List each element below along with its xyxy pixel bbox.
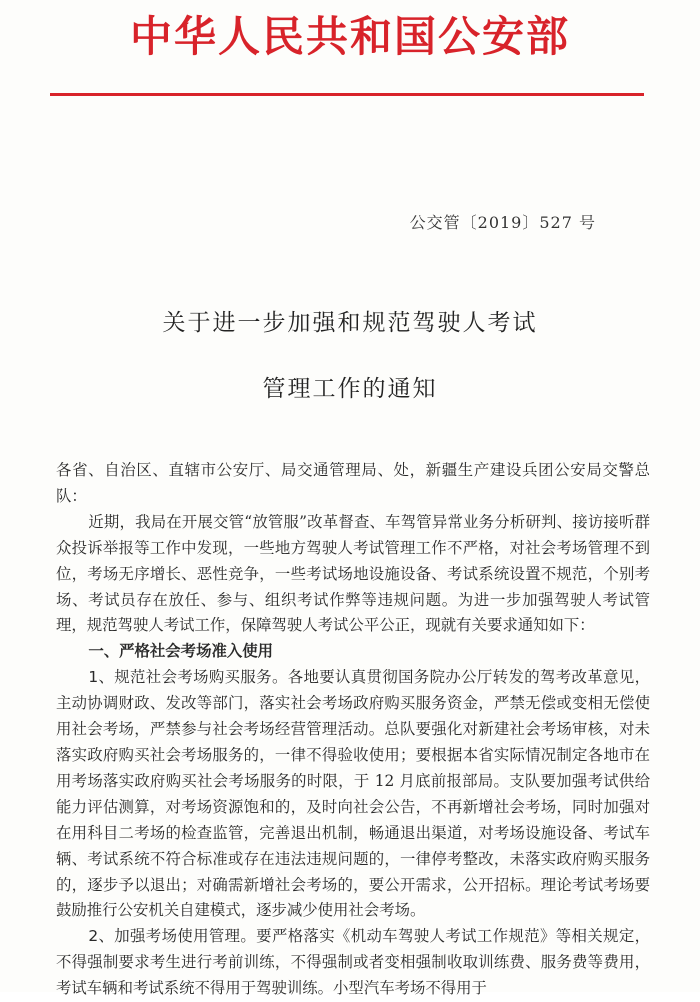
section-1-heading: 一、严格社会考场准入使用 bbox=[88, 642, 274, 661]
salutation: 各省、自治区、直辖市公安厅、局交通管理局、处，新疆生产建设兵团公安局交警总队： bbox=[56, 461, 650, 505]
document-number: 公交管〔2019〕527 号 bbox=[409, 213, 596, 232]
document-title-line-1: 关于进一步加强和规范驾驶人考试 bbox=[162, 310, 538, 336]
item-1-paragraph bbox=[56, 665, 650, 924]
issuer-header: 中华人民共和国公安部 bbox=[129, 12, 570, 61]
item-2-text: 要严格落实《机动车驾驶人考试工作规范》等相关规定，不得强制要求考生进行考前训练，不得强制或者变相强制收取训练费、服务费等费用，考试车辆和考试系统不得用于驾驶训练。小型汽车考场不得用于 bbox=[56, 927, 650, 998]
document-body bbox=[56, 458, 650, 1002]
intro-paragraph: 近期，我局在开展交管“放管服”改革督查、车驾管异常业务分析研判、接访接听群众投诉举报等工作中发现，一些地方驾驶人考试管理工作不严格，对社会考场管理不到位，考场无序增长、恶性竞争，一些考试场地设施设备、考试系统设置不规范，个别考场、考试员存在放任、参与、组织考试作弊等违规问题。为进一步加强驾驶人考试管理，规范驾驶人考试工作，保障驾驶人考试公平公正，现就有关要求通知如下： bbox=[56, 512, 650, 635]
item-2-title: 2、加强考场使用管理。 bbox=[88, 927, 257, 946]
document-title-line-2: 管理工作的通知 bbox=[262, 376, 438, 402]
item-1-text: 各地要认真贯彻国务院办公厅转发的驾考改革意见，主动协调财政、发改等部门，落实社会考场政府购买服务资金，严禁无偿或变相无偿使用社会考场，严禁参与社会考场经营管理活动。总队要强化对新建社会考场审核，对未落实政府购买社会考场服务的，一律不得验收使用；要根据本省实际情况制定各地市在用考场落实政府购买社会考场服务的时限，于 12 月底前报部局。支队要加强考试供给能力评估测算，对考场资源饱和的，及时向社会公告，不再新增社会考场，同时加强对在用科目二考场的检查监管，完善退出机制，畅通退出渠道，对考场设施设备、考试车辆、考试系统不符合标准或存在违法违规问题的，一律停考整改，未落实政府购买服务的，逐步予以退出；对确需新增社会考场的，要公开需求，公开招标。理论考试考场要鼓励推行公安机关自建模式，逐步减少使用社会考场。 bbox=[56, 668, 650, 920]
item-2-paragraph bbox=[56, 924, 650, 1002]
item-1-title: 1、规范社会考场购买服务。 bbox=[88, 668, 288, 687]
red-header-rule bbox=[50, 93, 644, 96]
